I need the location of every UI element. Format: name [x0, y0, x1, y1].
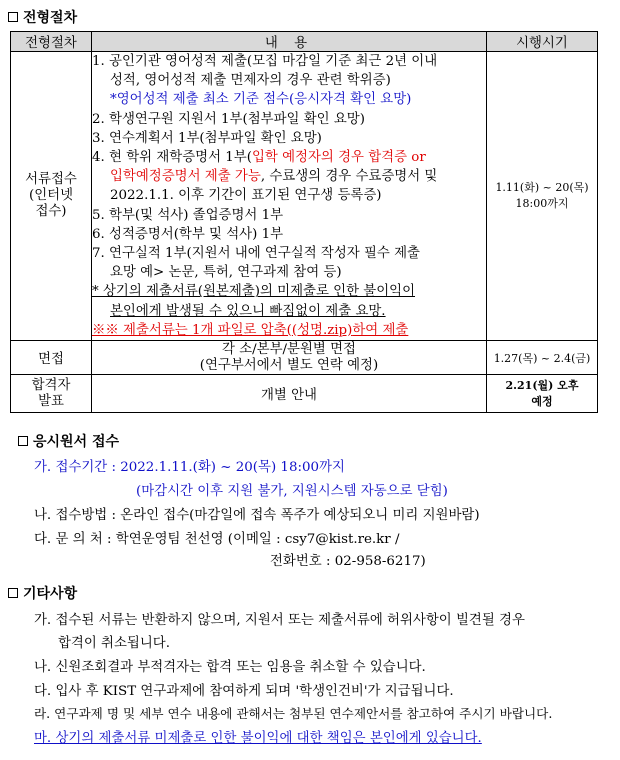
doc-text-red: (성명.zip) [291, 322, 353, 338]
period-value: 2022.1.11.(화) ~ 20(목) 18:00까지 [120, 460, 345, 475]
misc-item: 다. 입사 후 KIST 연구과제에 참여하게 되며 '학생인건비'가 지급됩니다. [34, 684, 454, 699]
stage-interview: 면접 [11, 341, 92, 375]
misc-item: 라. 연구과제 명 및 세부 연수 내용에 관해서는 첨부된 연수제안서를 참고하여 주시기 바랍니다. [34, 706, 553, 721]
table-header-row [11, 32, 598, 52]
period-line: 1.11(화) ~ 20(목) [495, 181, 589, 195]
application-note: (마감시간 이후 지원 불가, 지원시스템 자동으로 닫힘) [136, 484, 448, 499]
section-procedure-heading [8, 7, 77, 27]
interview-line: 각 소/본부/분원별 면접 [222, 341, 356, 357]
doc-line [92, 148, 486, 167]
table-row-docs [11, 52, 598, 341]
period-label: 가. 접수기간 : [34, 460, 116, 475]
doc-line: 1. 공인기관 영어성적 제출(모집 마감일 기준 최근 2년 이내 [92, 54, 438, 69]
checkbox-square-icon [18, 436, 28, 446]
doc-line-note: *영어성적 제출 최소 기준 점수(응시자격 확인 요망) [110, 92, 412, 108]
section-title: 전형절차 [23, 10, 78, 26]
doc-line: 성적, 영어성적 제출 면제자의 경우 관련 학위증) [110, 73, 391, 89]
stage-docs [11, 52, 92, 341]
doc-line: 2. 학생연구원 지원서 1부(첨부파일 확인 요망) [92, 111, 365, 127]
stage-result-line: 발표 [38, 393, 64, 409]
header-content: 내 용 [92, 32, 487, 52]
doc-line: 5. 학부(및 석사) 졸업증명서 1부 [92, 207, 284, 223]
doc-text-red: 입학 예정자의 경우 합격증 or [251, 150, 426, 166]
doc-text: , 수료생의 경우 수료증명서 및 [260, 169, 438, 185]
misc-item-notice: 마. 상기의 제출서류 미제출로 인한 불이익에 대한 책임은 본인에게 있습니다. [34, 731, 482, 746]
section-title: 기타사항 [23, 586, 78, 602]
misc-item: 가. 접수된 서류는 반환하지 않으며, 지원서 또는 제출서류에 허위사항이 빌견될 경우 [34, 613, 525, 628]
period-line: 2.21(월) 오후 [505, 378, 579, 392]
misc-item-cont: 합격이 취소됩니다. [58, 636, 170, 651]
header-period: 시행시기 [487, 32, 598, 52]
doc-text-red: ※※ 제출서류는 1개 파일로 압축( [92, 322, 292, 338]
checkbox-square-icon [8, 588, 18, 598]
application-period [34, 456, 345, 475]
doc-line-zip [92, 321, 486, 340]
doc-text-red: 입학예정증명서 제출 가능 [110, 169, 261, 185]
section-application-heading [18, 431, 119, 451]
doc-text-red: 하여 제출 [352, 322, 409, 338]
stage-docs-line: 접수) [35, 204, 67, 220]
procedure-table [10, 31, 598, 413]
period-docs [487, 52, 598, 341]
stage-result-line: 합격자 [31, 377, 71, 393]
stage-docs-line: 서류접수 [25, 172, 77, 188]
application-phone: 전화번호 : 02-958-6217) [270, 554, 426, 569]
doc-line [92, 167, 486, 186]
doc-line-warning: 본인에게 발생될 수 있으니 빠짐없이 제출 요망. [110, 303, 386, 319]
stage-result [11, 375, 92, 413]
header-stage: 전형절차 [11, 32, 92, 52]
doc-line-warning: * 상기의 제출서류(원본제출)의 미제출로 인한 불이익이 [92, 284, 416, 300]
section-misc-heading [8, 583, 77, 603]
doc-line: 6. 성적증명서(학부 및 석사) 1부 [92, 226, 284, 242]
application-method: 나. 접수방법 : 온라인 접수(마감일에 접속 폭주가 예상되오니 미리 지원바람) [34, 508, 480, 523]
doc-line: 3. 연수계획서 1부(첨부파일 확인 요망) [92, 130, 322, 146]
checkbox-square-icon [8, 12, 18, 22]
doc-line: 7. 연구실적 1부(지원서 내에 연구실적 작성자 필수 제출 [92, 246, 420, 262]
period-line: 18:00까지 [515, 197, 569, 211]
application-contact: 다. 문 의 처 : 학연운영팀 천선영 (이메일 : csy7@kist.re.kr / [34, 532, 400, 547]
result-content: 개별 안내 [92, 375, 487, 413]
section-title: 응시원서 접수 [33, 434, 120, 450]
period-line: 예정 [531, 394, 553, 408]
doc-line: 요망 예> 논문, 특허, 연구과제 참여 등) [110, 265, 342, 281]
docs-content [92, 52, 487, 341]
doc-line: 2022.1.1. 이후 기간이 표기된 연구생 등록증) [110, 188, 382, 204]
table-row-interview [11, 341, 598, 375]
period-interview: 1.27(목) ~ 2.4(금) [487, 341, 598, 375]
misc-item: 나. 신원조회결과 부적격자는 합격 또는 임용을 취소할 수 있습니다. [34, 660, 426, 675]
period-result [487, 375, 598, 413]
interview-content [92, 341, 487, 375]
stage-docs-line: (인터넷 [28, 188, 74, 204]
doc-text: 4. 현 학위 재학증명서 1부( [92, 150, 252, 166]
interview-line: (연구부서에서 별도 연락 예정) [199, 357, 379, 373]
table-row-result [11, 375, 598, 413]
